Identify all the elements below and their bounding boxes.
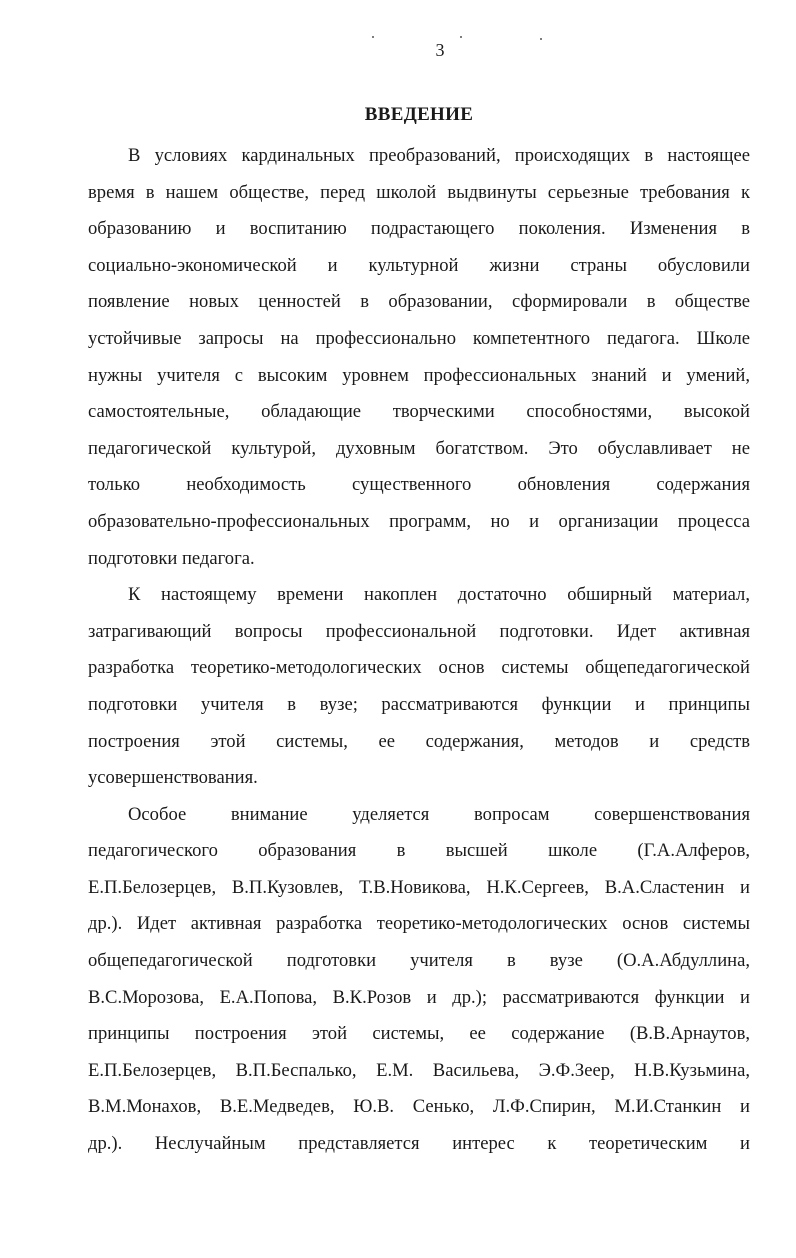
text-line: принципы построения этой системы, ее содержание (В.В.Арнаутов, <box>88 1023 750 1045</box>
text-line: В.С.Морозова, Е.А.Попова, В.К.Розов и др.); рассматриваются функции и <box>88 986 750 1008</box>
text-line: педагогической культурой, духовным богатством. Это обуславливает не <box>88 437 750 459</box>
text-line: самостоятельные, обладающие творческими способностями, высокой <box>88 401 750 423</box>
text-line: К настоящему времени накоплен достаточно обширный материал, <box>128 584 750 606</box>
text-line: др.). Идет активная разработка теоретико-методологических основ системы <box>88 913 750 935</box>
paragraph <box>88 138 750 577</box>
text-line: педагогического образования в высшей школе (Г.А.Алферов, <box>88 840 750 862</box>
body-text <box>88 138 750 1163</box>
text-line: время в нашем обществе, перед школой выдвинуты серьезные требования к <box>88 181 750 203</box>
text-line: подготовки учителя в вузе; рассматриваются функции и принципы <box>88 693 750 715</box>
text-line: В.М.Монахов, В.Е.Медведев, Ю.В. Сенько, Л.Ф.Спирин, М.И.Станкин и <box>88 1096 750 1118</box>
text-line: разработка теоретико-методологических основ системы общепедагогической <box>88 657 750 679</box>
text-line: общепедагогической подготовки учителя в вузе (О.А.Абдуллина, <box>88 950 750 972</box>
text-line: Особое внимание уделяется вопросам совершенствования <box>128 803 750 825</box>
text-line: В условиях кардинальных преобразований, происходящих в настоящее <box>128 145 750 166</box>
scan-speck <box>372 36 374 38</box>
page-number: 3 <box>435 40 445 60</box>
text-line: подготовки педагога. <box>88 547 255 569</box>
section-title: ВВЕДЕНИЕ <box>364 104 474 125</box>
text-line: построения этой системы, ее содержания, методов и средств <box>88 730 750 752</box>
text-line: Е.П.Белозерцев, В.П.Беспалько, Е.М. Васильева, Э.Ф.Зеер, Н.В.Кузьмина, <box>88 1059 750 1081</box>
text-line: появление новых ценностей в образовании, сформировали в обществе <box>88 291 750 313</box>
paragraph <box>88 577 750 797</box>
text-line: нужны учителя с высоким уровнем профессиональных знаний и умений, <box>88 364 750 386</box>
scan-speck <box>460 36 462 38</box>
text-line: социально-экономической и культурной жизни страны обусловили <box>88 254 750 276</box>
text-line: Е.П.Белозерцев, В.П.Кузовлев, Т.В.Новикова, Н.К.Сергеев, В.А.Сластенин и <box>88 876 750 898</box>
text-line: образовательно-профессиональных программ, но и организации процесса <box>88 510 750 532</box>
text-line: усовершенствования. <box>88 767 258 789</box>
text-line: только необходимость существенного обновления содержания <box>88 474 750 496</box>
paragraph <box>88 797 750 1163</box>
text-line: затрагивающий вопросы профессиональной подготовки. Идет активная <box>88 620 750 642</box>
text-line: устойчивые запросы на профессионально компетентного педагога. Школе <box>88 327 750 349</box>
text-line: образованию и воспитанию подрастающего поколения. Изменения в <box>88 218 750 240</box>
text-line: др.). Неслучайным представляется интерес к теоретическим и <box>88 1133 750 1155</box>
